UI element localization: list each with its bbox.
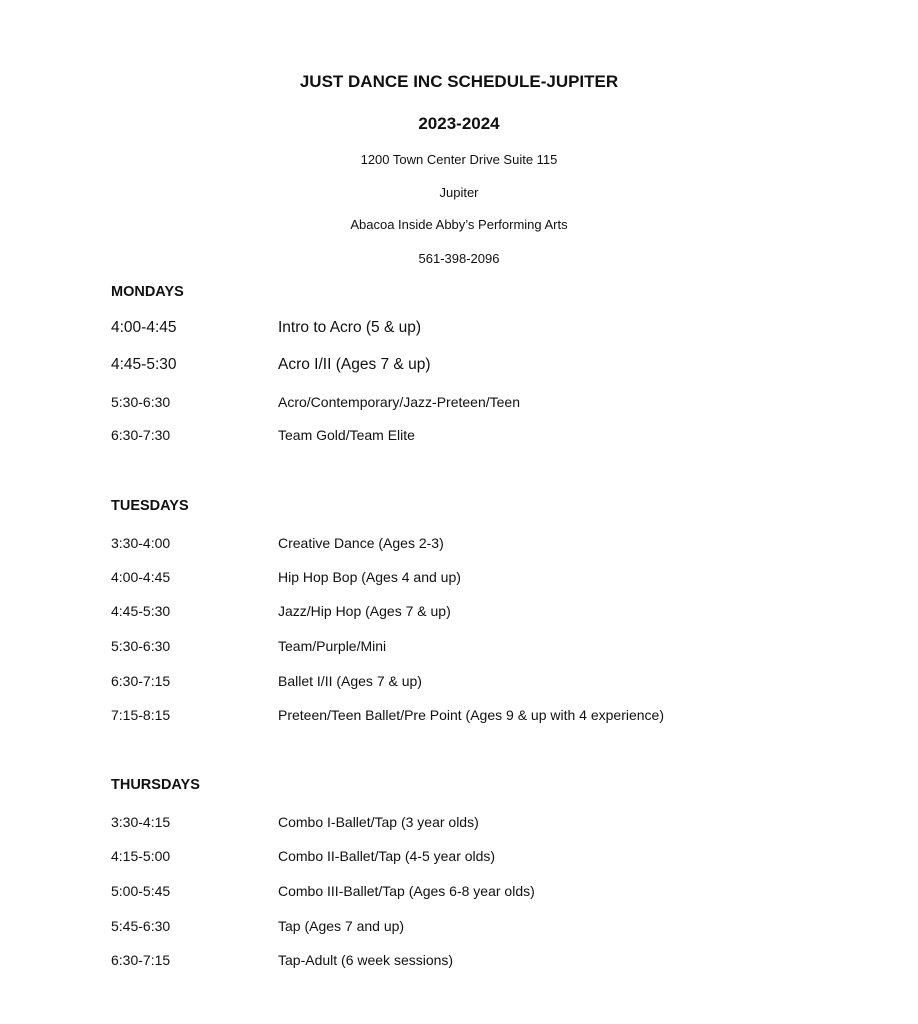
class-name: Combo II-Ballet/Tap (4-5 year olds) bbox=[278, 848, 496, 864]
schedule-row bbox=[0, 356, 918, 376]
city: Jupiter bbox=[439, 185, 479, 200]
day-heading: TUESDAYS bbox=[111, 498, 189, 514]
class-time: 6:30-7:15 bbox=[111, 952, 171, 968]
address: 1200 Town Center Drive Suite 115 bbox=[360, 152, 558, 167]
class-time: 4:15-5:00 bbox=[111, 848, 171, 864]
class-name: Team/Purple/Mini bbox=[278, 638, 387, 654]
class-name: Combo III-Ballet/Tap (Ages 6-8 year olds) bbox=[278, 883, 535, 899]
schedule-row bbox=[0, 638, 918, 658]
class-name: Tap (Ages 7 and up) bbox=[278, 918, 405, 934]
class-time: 3:30-4:15 bbox=[111, 814, 171, 830]
day-heading: MONDAYS bbox=[111, 284, 184, 300]
schedule-row bbox=[0, 707, 918, 727]
class-time: 5:30-6:30 bbox=[111, 394, 171, 410]
class-name: Acro/Contemporary/Jazz-Preteen/Teen bbox=[278, 394, 520, 410]
class-time: 4:45-5:30 bbox=[111, 603, 171, 619]
schedule-row bbox=[0, 814, 918, 834]
page-title: JUST DANCE INC SCHEDULE-JUPITER bbox=[299, 72, 619, 91]
day-heading: THURSDAYS bbox=[111, 777, 200, 793]
class-time: 7:15-8:15 bbox=[111, 707, 171, 723]
class-name: Tap-Adult (6 week sessions) bbox=[278, 952, 454, 968]
class-time: 5:30-6:30 bbox=[111, 638, 171, 654]
schedule-row bbox=[0, 535, 918, 555]
class-time: 4:00-4:45 bbox=[111, 319, 177, 336]
class-time: 5:45-6:30 bbox=[111, 918, 171, 934]
class-time: 6:30-7:30 bbox=[111, 427, 171, 443]
schedule-row bbox=[0, 394, 918, 414]
schedule-row bbox=[0, 883, 918, 903]
schedule-row bbox=[0, 918, 918, 938]
class-name: Ballet I/II (Ages 7 & up) bbox=[278, 673, 422, 689]
class-name: Hip Hop Bop (Ages 4 and up) bbox=[278, 569, 461, 585]
class-name: Creative Dance (Ages 2-3) bbox=[278, 535, 444, 551]
class-name: Intro to Acro (5 & up) bbox=[278, 319, 422, 336]
class-name: Jazz/Hip Hop (Ages 7 & up) bbox=[278, 603, 451, 619]
schedule-row bbox=[0, 848, 918, 868]
class-name: Team Gold/Team Elite bbox=[278, 427, 415, 443]
class-name: Combo I-Ballet/Tap (3 year olds) bbox=[278, 814, 479, 830]
schedule-row bbox=[0, 603, 918, 623]
class-time: 6:30-7:15 bbox=[111, 673, 171, 689]
class-time: 3:30-4:00 bbox=[111, 535, 171, 551]
location: Abacoa Inside Abby’s Performing Arts bbox=[350, 217, 568, 232]
class-time: 4:45-5:30 bbox=[111, 356, 177, 373]
schedule-row bbox=[0, 319, 918, 339]
schedule-row bbox=[0, 952, 918, 972]
class-name: Preteen/Teen Ballet/Pre Point (Ages 9 & up with 4 experience) bbox=[278, 707, 664, 723]
class-time: 4:00-4:45 bbox=[111, 569, 171, 585]
class-time: 5:00-5:45 bbox=[111, 883, 171, 899]
class-name: Acro I/II (Ages 7 & up) bbox=[278, 356, 431, 373]
phone-number: 561-398-2096 bbox=[418, 251, 500, 266]
schedule-row bbox=[0, 673, 918, 693]
schedule-row bbox=[0, 569, 918, 589]
school-year: 2023-2024 bbox=[418, 114, 500, 133]
schedule-row bbox=[0, 427, 918, 447]
